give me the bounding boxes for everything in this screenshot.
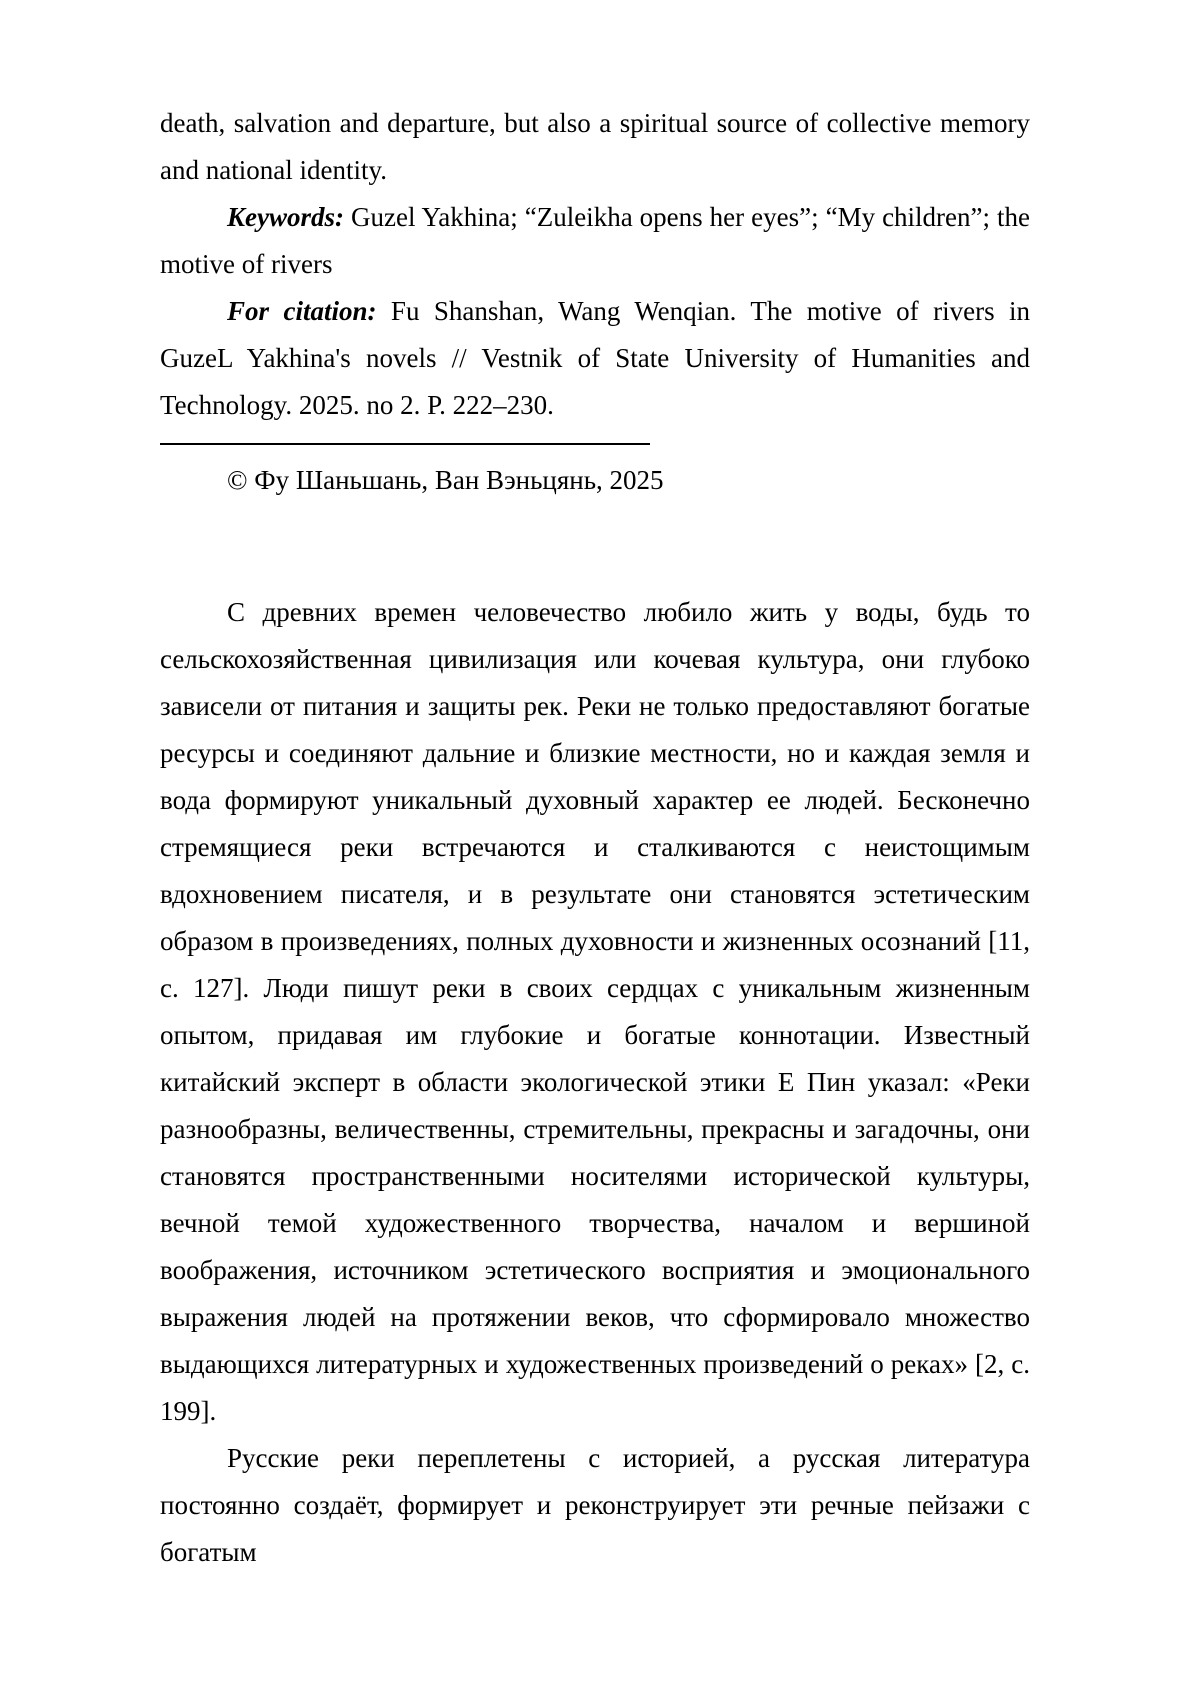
keywords-paragraph — [160, 194, 1030, 288]
copyright-line: © Фу Шаньшань, Ван Вэньцянь, 2025 — [227, 465, 664, 495]
body-paragraph: Русские реки переплетены с историей, а русская литература постоянно создаёт, формирует и реконструирует эти речные пейзажи с богатым — [160, 1443, 1030, 1567]
keywords-label: Keywords: — [227, 202, 344, 232]
citation-label: For citation: — [227, 296, 377, 326]
body-paragraph: С древних времен человечество любило жить у воды, будь то сельскохозяйственная цивилизация или кочевая культура, они глубоко зависели от питания и защиты рек. Реки не только предоставляют богатые ресурсы и соединяют дальние и близкие местности, но и каждая земля и вода формируют уникальный духовный характер ее людей. Бесконечно стремящиеся реки встречаются и сталкиваются с неистощимым вдохновением писателя, и в результате они становятся эстетическим образом в произведениях, полных духовности и жизненных осознаний [11, с. 127]. Люди пишут реки в своих сердцах с уникальным жизненным опытом, придавая им глубокие и богатые коннотации. Известный китайский эксперт в области экологической этики Е Пин указал: «Реки разнообразны, величественны, стремительны, прекрасны и загадочны, они становятся пространственными носителями исторической культуры, вечной темой художественного творчества, началом и вершиной воображения, источником эстетического восприятия и эмоционального выражения людей на протяжении веков, что сформировало множество выдающихся литературных и художественных произведений о реках» [2, с. 199]. — [160, 597, 1030, 1426]
citation-paragraph — [160, 288, 1030, 429]
keywords-text: Guzel Yakhina; “Zuleikha opens her eyes”; “My children”; the motive of rivers — [160, 202, 1031, 279]
abstract-continuation-paragraph: death, salvation and departure, but also a spiritual source of collective memory and national identity. — [160, 108, 1030, 185]
footnote-divider-line — [160, 443, 650, 445]
citation-text: Fu Shanshan, Wang Wenqian. The motive of rivers in GuzeL Yakhina's novels // Vestnik of State University of Humanities and Technology. 2025. no 2. P. 222–230. — [160, 296, 1031, 420]
